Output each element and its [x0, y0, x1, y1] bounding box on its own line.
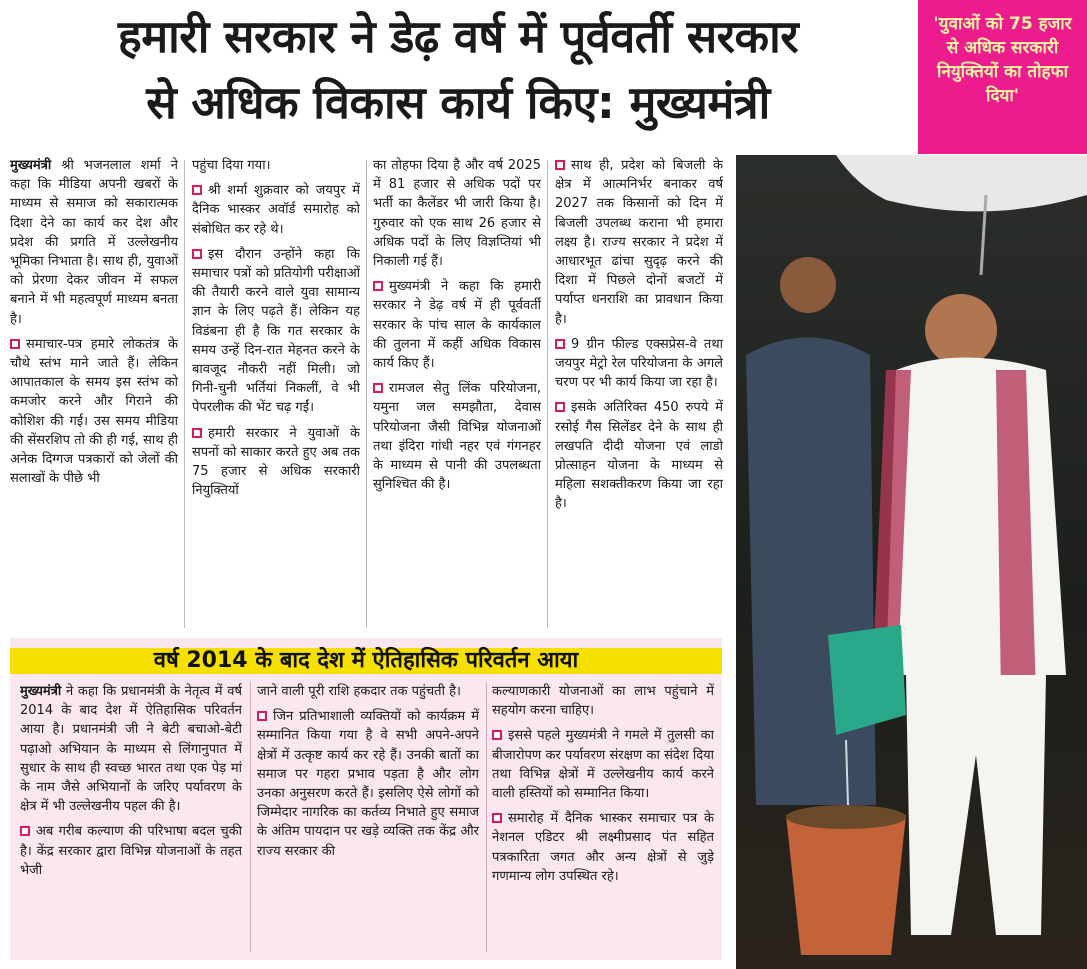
- article-column-2: [192, 156, 360, 628]
- column-divider: [250, 682, 251, 952]
- umbrella-shape: [836, 155, 1087, 211]
- sub-column-3-para-1: इससे पहले मुख्यमंत्री ने गमले में तुलसी का बीजारोपण कर पर्यावरण संरक्षण का संदेश दिया तथा विभिन्न क्षेत्रों में उल्लेखनीय कार्य करने वाली हस्तियों को सम्मानित किया।: [492, 728, 714, 802]
- sub-story-title: वर्ष 2014 के बाद देश में ऐतिहासिक परिवर्तन आया: [10, 648, 722, 674]
- sub-column-3-para-2: समारोह में दैनिक भास्कर समाचार पत्र के नेशनल एडिटर श्री लक्ष्मीप्रसाद पंत सहित पत्रकारिता जगत और अन्य क्षेत्रों से जुड़े गणमान्य लोग उपस्थित रहे।: [492, 811, 714, 884]
- bullet-icon: [192, 185, 202, 195]
- lead-word: मुख्यमंत्री: [20, 684, 62, 699]
- sub-column-2-para-0: जाने वाली पूरी राशि हकदार तक पहुंचती है।: [257, 684, 461, 699]
- column-3-para-0: का तोहफा दिया है और वर्ष 2025 में 81 हजार से अधिक पदों पर भर्ती का कैलेंडर भी जारी किया है। गुरुवार को एक साथ 26 हजार से अधिक पदों के लिए विज्ञप्तियां भी निकाली गई हैं।: [373, 158, 541, 270]
- person-head: [925, 294, 997, 366]
- sub-column-1-para-2: अब गरीब कल्याण की परिभाषा बदल चुकी है। केंद्र सरकार द्वारा विभिन्न योजनाओं के तहत भेजी: [20, 824, 242, 878]
- column-2-para-1: श्री शर्मा शुक्रवार को जयपुर में दैनिक भास्कर अवॉर्ड समारोह को संबोधित कर रहे थे।: [192, 183, 360, 237]
- sub-story-column-2: [257, 682, 479, 952]
- article-column-3: [373, 156, 541, 628]
- guard-head: [780, 257, 836, 313]
- bullet-icon: [192, 249, 202, 259]
- column-divider: [366, 160, 367, 628]
- person-kurta: [886, 358, 1066, 676]
- column-4-para-1: साथ ही, प्रदेश को बिजली के क्षेत्र में आत्मनिर्भर बनाकर वर्ष 2027 तक किसानों को दिन में बिजली उपलब्ध कराना भी हमारा लक्ष्य है। राज्य सरकार ने प्रदेश में आधारभूत ढांचा सुदृढ़ करने की दिशा में पिछले दोनों बजटों में पर्याप्त धनराशि का प्रावधान किया है।: [555, 158, 723, 327]
- sub-story-column-3: [492, 682, 714, 952]
- sub-story-column-1: [20, 682, 242, 952]
- pull-quote-box: [918, 0, 1087, 154]
- sub-column-2-para-1: जिन प्रतिभाशाली व्यक्तियों को कार्यक्रम में सम्मानित किया गया है वे सभी अपने-अपने क्षेत्रों में उत्कृष्ट कार्य कर रहे हैं। उनकी बातों का समाज पर गहरा प्रभाव पड़ता है और लोग उनका अनुसरण करते हैं। इसलिए ऐसे लोगों को जिम्मेदार नागरिक का कर्तव्य निभाते हुए समाज के अंतिम पायदान पर खड़े व्यक्ति तक केंद्र और राज्य सरकार की: [257, 709, 479, 859]
- bullet-icon: [492, 730, 502, 740]
- bullet-icon: [20, 826, 30, 836]
- column-2-para-0: पहुंचा दिया गया।: [192, 158, 271, 173]
- pot-soil: [786, 805, 906, 829]
- bullet-icon: [555, 160, 565, 170]
- bullet-icon: [555, 339, 565, 349]
- headline-line-1: हमारी सरकार ने डेढ़ वर्ष में पूर्ववर्ती सरकार: [117, 10, 799, 63]
- column-3-para-2: रामजल सेतु लिंक परियोजना, यमुना जल समझौता, देवास परियोजना जैसी विभिन्न योजनाओं तथा इंदिरा गांधी नहर एवं गंगनहर के माध्यम से पानी की उपलब्धता सुनिश्चित की है।: [373, 381, 541, 493]
- news-photo: [736, 155, 1087, 969]
- article-column-1: [10, 156, 178, 628]
- article-column-4: [555, 156, 723, 628]
- pull-quote-text: 'युवाओं को 75 हजार से अधिक सरकारी नियुक्तियों का तोहफा दिया': [933, 14, 1072, 106]
- column-3-para-1: मुख्यमंत्री ने कहा कि हमारी सरकार ने डेढ़ वर्ष में ही पूर्ववर्ती सरकार के पांच साल के कार्यकाल की तुलना में कहीं अधिक विकास कार्य किए हैं।: [373, 279, 541, 372]
- column-divider: [547, 160, 548, 628]
- bullet-icon: [373, 383, 383, 393]
- column-1-para-2: समाचार-पत्र हमारे लोकतंत्र के चौथे स्तंभ माने जाते हैं। लेकिन आपातकाल के समय इस स्तंभ को कमजोर करने और गिराने की कोशिश की गई। उस समय मीडिया की सेंसरशिप तो की ही गई, साथ ही अनेक दिग्गज पत्रकारों को जेलों की सलाखों के पीछे भी: [10, 336, 178, 487]
- bullet-icon: [492, 813, 502, 823]
- photo-illustration: [736, 155, 1087, 969]
- bullet-icon: [555, 402, 565, 412]
- headline: [8, 4, 908, 144]
- lead-word: मुख्यमंत्री: [10, 158, 52, 173]
- column-2-para-3: हमारी सरकार ने युवाओं के सपनों को साकार करते हुए अब तक 75 हजार से अधिक सरकारी नियुक्तियों: [192, 425, 360, 499]
- sub-column-3-para-0: कल्याणकारी योजनाओं का लाभ पहुंचाने में सहयोग करना चाहिए।: [492, 684, 714, 719]
- watering-can: [828, 625, 906, 735]
- guard-body: [746, 338, 876, 806]
- column-1-para-1: मुख्यमंत्री श्री भजनलाल शर्मा ने कहा कि मीडिया अपनी खबरों के माध्यम से समाज को सकारात्मक दिशा देने का कार्य कर देश और प्रदेश की प्रगति में उल्लेखनीय भूमिका निभाता है। साथ ही, युवाओं को प्रेरणा देकर जीवन में सफल बनाने में भी महत्वपूर्ण माध्यम बनता है।: [10, 158, 178, 327]
- column-2-para-2: इस दौरान उन्होंने कहा कि समाचार पत्रों को प्रतियोगी परीक्षाओं की तैयारी करने वाले युवा सामान्य ज्ञान के लिए पढ़ते हैं। लेकिन यह विडंबना ही है कि गत सरकार के समय उन्हें दिन-रात मेहनत करने के बावजूद नौकरी नहीं मिली। जो गिनी-चुनी भर्तियां निकलीं, वे भी पेपरलीक की भेंट चढ़ गईं।: [192, 246, 360, 416]
- person-trousers: [906, 675, 1046, 935]
- flower-pot: [786, 815, 906, 955]
- column-4-para-2: 9 ग्रीन फील्ड एक्सप्रेस-वे तथा जयपुर मेट्रो रेल परियोजना के अगले चरण पर भी कार्य किया जा रहा है।: [555, 336, 723, 391]
- bullet-icon: [373, 281, 383, 291]
- bullet-icon: [10, 339, 20, 349]
- bullet-icon: [192, 428, 202, 438]
- column-divider: [184, 160, 185, 628]
- bullet-icon: [257, 711, 267, 721]
- headline-line-2: से अधिक विकास कार्य किए: मुख्यमंत्री: [146, 76, 770, 129]
- sub-column-1-para-1: मुख्यमंत्री ने कहा कि प्रधानमंत्री के नेतृत्व में वर्ष 2014 के बाद देश में ऐतिहासिक परिवर्तन आया है। प्रधानमंत्री जी ने बेटी बचाओ-बेटी पढ़ाओ अभियान के माध्यम से लिंगानुपात में सुधार के साथ ही स्वच्छ भारत तथा एक पेड़ मां के नाम जैसे अभियानों के जरिए पर्यावरण के क्षेत्र में भी उल्लेखनीय पहल की है।: [20, 684, 242, 815]
- column-divider: [486, 682, 487, 952]
- sub-story-section: [10, 638, 722, 960]
- column-4-para-3: इसके अतिरिक्त 450 रुपये में रसोई गैस सिलेंडर देने के साथ ही लखपति दीदी योजना एवं लाडो प्रोत्साहन योजना के माध्यम से महिला सशक्तीकरण किया जा रहा है।: [555, 400, 723, 512]
